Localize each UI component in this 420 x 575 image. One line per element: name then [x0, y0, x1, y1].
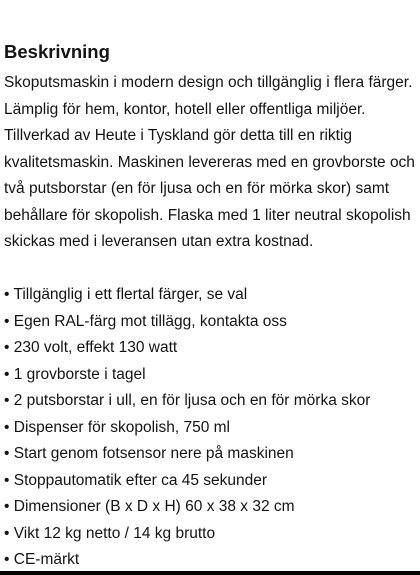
feature-item	[4, 547, 420, 574]
feature-text: CE-märkt	[13, 551, 80, 568]
description-line: kvalitetsmaskin. Maskinen levereras med en grovborste och	[4, 153, 415, 171]
bottom-divider	[0, 571, 420, 575]
feature-text: Egen RAL-färg mot tillägg, kontakta oss	[13, 312, 287, 330]
bullet-icon: •	[4, 339, 10, 356]
feature-text: Dispenser för skopolish, 750 ml	[13, 418, 230, 436]
bullet-icon: •	[4, 524, 10, 542]
bullet-icon: •	[4, 365, 10, 383]
feature-text: Vikt 12 kg netto / 14 kg brutto	[13, 524, 216, 542]
feature-text: Start genom fotsensor nere på maskinen	[13, 445, 294, 462]
description-line: Skoputsmaskin i modern design och tillgänglig i flera färger.	[4, 74, 413, 91]
feature-item	[4, 415, 420, 442]
feature-item	[4, 335, 420, 362]
feature-item	[4, 309, 420, 336]
description-line: behållare för skopolish. Flaska med 1 liter neutral skopolish	[4, 206, 411, 224]
description-line: Tillverkad av Heute i Tyskland gör detta till en riktig	[4, 127, 353, 144]
paragraph-spacer	[4, 256, 420, 283]
bullet-icon: •	[4, 498, 10, 515]
product-description	[4, 40, 420, 574]
description-line: Lämplig för hem, kontor, hotell eller offentliga miljöer.	[4, 100, 366, 118]
feature-item	[4, 521, 420, 548]
bullet-icon: •	[4, 445, 10, 462]
bullet-icon: •	[4, 312, 10, 330]
feature-text: 230 volt, effekt 130 watt	[13, 339, 178, 356]
feature-item	[4, 388, 420, 415]
section-heading: Beskrivning	[4, 41, 110, 62]
feature-list	[4, 282, 420, 574]
feature-text: Dimensioner (B x D x H) 60 x 38 x 32 cm	[13, 498, 295, 515]
feature-item	[4, 362, 420, 389]
feature-text: Stoppautomatik efter ca 45 sekunder	[13, 471, 268, 489]
description-line: skickas med i leveransen utan extra kostnad.	[4, 233, 314, 250]
bullet-icon: •	[4, 551, 10, 568]
bullet-icon: •	[4, 286, 10, 303]
feature-text: Tillgänglig i ett flertal färger, se val	[13, 286, 248, 303]
feature-text: 2 putsborstar i ull, en för ljusa och en för mörka skor	[13, 392, 371, 409]
feature-item	[4, 468, 420, 495]
description-line: två putsborstar (en för ljusa och en för mörka skor) samt	[4, 180, 390, 197]
description-text	[4, 70, 420, 256]
feature-text: 1 grovborste i tagel	[13, 365, 146, 383]
bullet-icon: •	[4, 392, 10, 409]
feature-item	[4, 441, 420, 468]
feature-item	[4, 282, 420, 309]
bullet-icon: •	[4, 471, 10, 489]
feature-item	[4, 494, 420, 521]
bullet-icon: •	[4, 418, 10, 436]
